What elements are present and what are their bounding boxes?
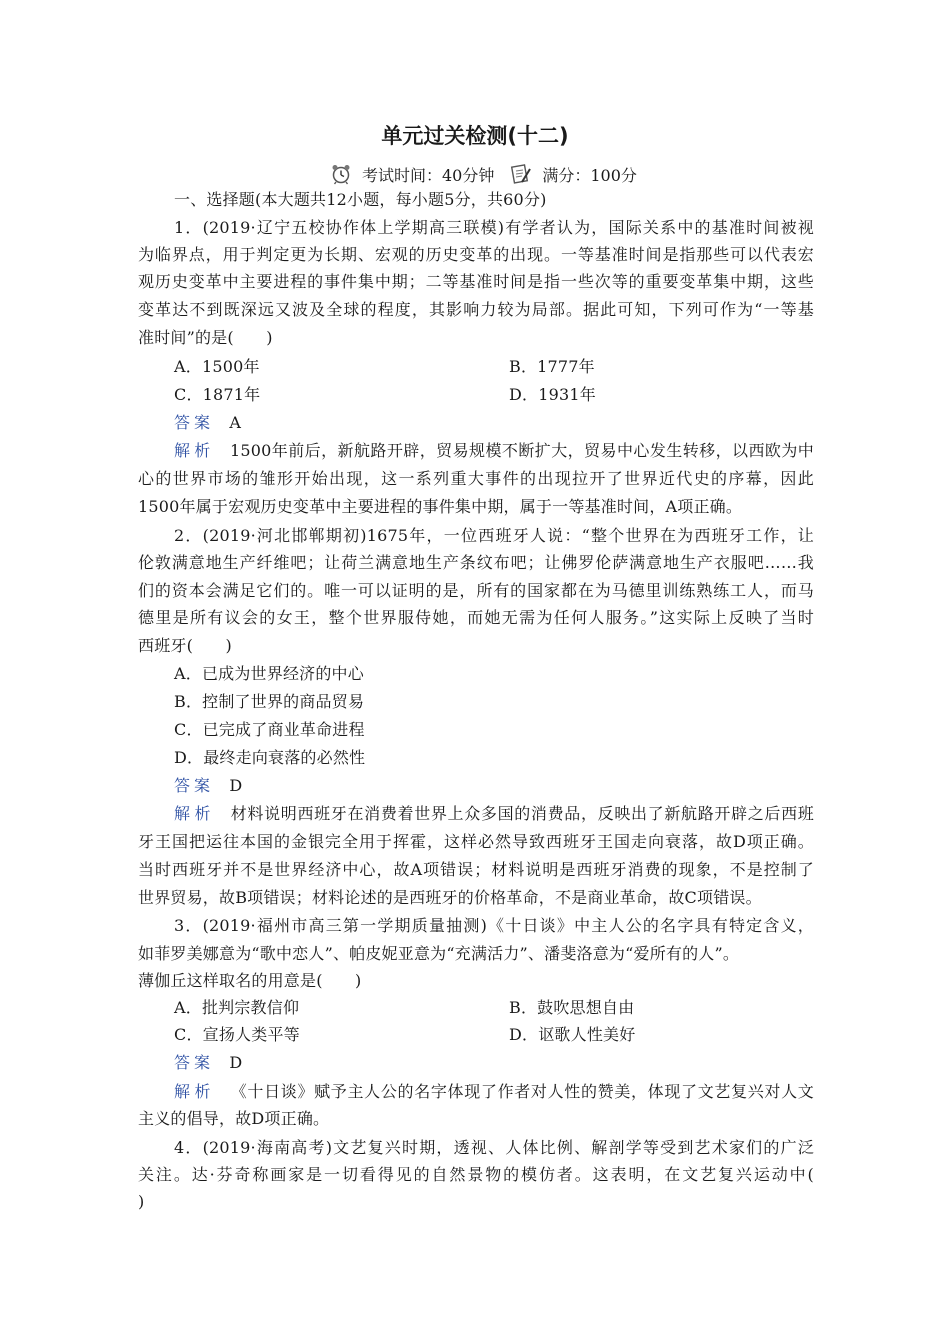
question-2-line: 们的资本会满足它们的。唯一可以证明的是，所有的国家都在为马德里训练熟练工人，而马: [138, 581, 814, 600]
question-1-line: 变革达不到既深远又波及全球的程度，其影响力较为局部。据此可知，下列可作为“一等基: [138, 300, 814, 319]
analysis-line: 心的世界市场的雏形开始出现，这一系列重大事件的出现拉开了世界近代史的序幕，因此: [138, 469, 814, 488]
answer-value: D: [229, 1053, 243, 1072]
analysis-line: 1500年属于宏观历史变革中主要进程的事件集中期，属于一等基准时间，A项正确。: [138, 497, 743, 516]
answer-label: 答案: [174, 413, 215, 432]
section-heading: 一、选择题(本大题共12小题，每小题5分，共60分): [174, 190, 547, 209]
question-2-line: 西班牙( ): [138, 636, 232, 655]
question-2-line: 德里是所有议会的女王，整个世界服侍她，而她无需为任何人服务。”这实际上反映了当时: [138, 608, 814, 627]
option-b[interactable]: B．1777年: [509, 357, 595, 376]
question-4-line: 关注。达·芬奇称画家是一切看得见的自然景物的模仿者。这表明，在文艺复兴运动中(: [138, 1165, 814, 1184]
question-3-line: 薄伽丘这样取名的用意是( ): [138, 971, 362, 990]
option-a[interactable]: A．批判宗教信仰: [174, 998, 300, 1017]
question-1-line: 观历史变革中主要进程的事件集中期；二等基准时间是指一些次等的重要变革集中期，这些: [138, 272, 814, 291]
option-b[interactable]: B．鼓吹思想自由: [509, 998, 635, 1017]
option-c[interactable]: C．已完成了商业革命进程: [174, 720, 365, 739]
option-d[interactable]: D．最终走向衰落的必然性: [174, 748, 366, 767]
analysis-line: [174, 800, 814, 828]
answer-row: [174, 409, 814, 437]
exam-score: 满分：100分: [542, 165, 637, 185]
option-a[interactable]: A．已成为世界经济的中心: [174, 664, 364, 683]
option-b[interactable]: B．控制了世界的商品贸易: [174, 692, 365, 711]
question-2-line: 伦敦满意地生产纤维吧；让荷兰满意地生产条纹布吧；让佛罗伦萨满意地生产衣服吧……我: [138, 553, 814, 572]
document-title: 单元过关检测(十二): [381, 124, 569, 148]
analysis-line: 世界贸易，故B项错误；材料论述的是西班牙的价格革命，不是商业革命，故C项错误。: [138, 888, 762, 907]
answer-value: A: [229, 413, 242, 432]
question-2-line: 2．(2019·河北邯郸期初)1675年，一位西班牙人说：“整个世界在为西班牙工作，让: [174, 526, 814, 545]
analysis-text: 《十日谈》赋予主人公的名字体现了作者对人性的赞美，体现了文艺复兴对人文: [230, 1082, 814, 1101]
question-3-line: 3．(2019·福州市高三第一学期质量抽测)《十日谈》中主人公的名字具有特定含义，: [174, 916, 814, 935]
analysis-label: 解析: [174, 1082, 215, 1101]
analysis-line: 当时西班牙并不是世界经济中心，故A项错误；材料说明是西班牙消费的现象，不是控制了: [138, 860, 814, 879]
analysis-text: 1500年前后，新航路开辟，贸易规模不断扩大，贸易中心发生转移，以西欧为中: [230, 441, 814, 460]
option-d[interactable]: D．1931年: [509, 385, 596, 404]
answer-row: [174, 1049, 814, 1077]
option-row: [174, 994, 814, 1022]
question-4-line: 4．(2019·海南高考)文艺复兴时期，透视、人体比例、解剖学等受到艺术家们的广泛: [174, 1138, 814, 1157]
question-3-line: 如菲罗美娜意为“歌中恋人”、帕皮妮亚意为“充满活力”、潘斐洛意为“爱所有的人”。: [138, 944, 740, 963]
question-1-line: 1．(2019·辽宁五校协作体上学期高三联模)有学者认为，国际关系中的基准时间被视: [174, 218, 814, 237]
question-1-line: 准时间”的是( ): [138, 328, 273, 347]
alarm-clock-icon: [330, 163, 352, 185]
exam-meta-row: [330, 160, 637, 188]
analysis-text: 材料说明西班牙在消费着世界上众多国的消费品，反映出了新航路开辟之后西班: [230, 804, 814, 823]
option-row: [174, 1021, 814, 1049]
exam-time: 考试时间：40分钟: [362, 165, 495, 185]
option-row: [174, 353, 814, 381]
analysis-line: [174, 1078, 814, 1106]
paper-pen-icon: [510, 163, 532, 185]
option-c[interactable]: C．1871年: [174, 385, 261, 404]
option-a[interactable]: A．1500年: [174, 357, 260, 376]
analysis-line: [174, 437, 814, 465]
question-1-line: 为临界点，用于判定更为长期、宏观的历史变革的出现。一等基准时间是指那些可以代表宏: [138, 245, 814, 264]
analysis-label: 解析: [174, 441, 215, 460]
option-row: [174, 381, 814, 409]
answer-row: [174, 772, 814, 800]
analysis-line: 主义的倡导，故D项正确。: [138, 1109, 330, 1128]
analysis-label: 解析: [174, 804, 215, 823]
answer-label: 答案: [174, 776, 215, 795]
analysis-line: 牙王国把运往本国的金银完全用于挥霍，这样必然导致西班牙王国走向衰落，故D项正确。: [138, 832, 814, 851]
question-4-line: ): [138, 1192, 145, 1211]
option-c[interactable]: C．宣扬人类平等: [174, 1025, 300, 1044]
answer-label: 答案: [174, 1053, 215, 1072]
option-d[interactable]: D．讴歌人性美好: [509, 1025, 636, 1044]
answer-value: D: [229, 776, 243, 795]
